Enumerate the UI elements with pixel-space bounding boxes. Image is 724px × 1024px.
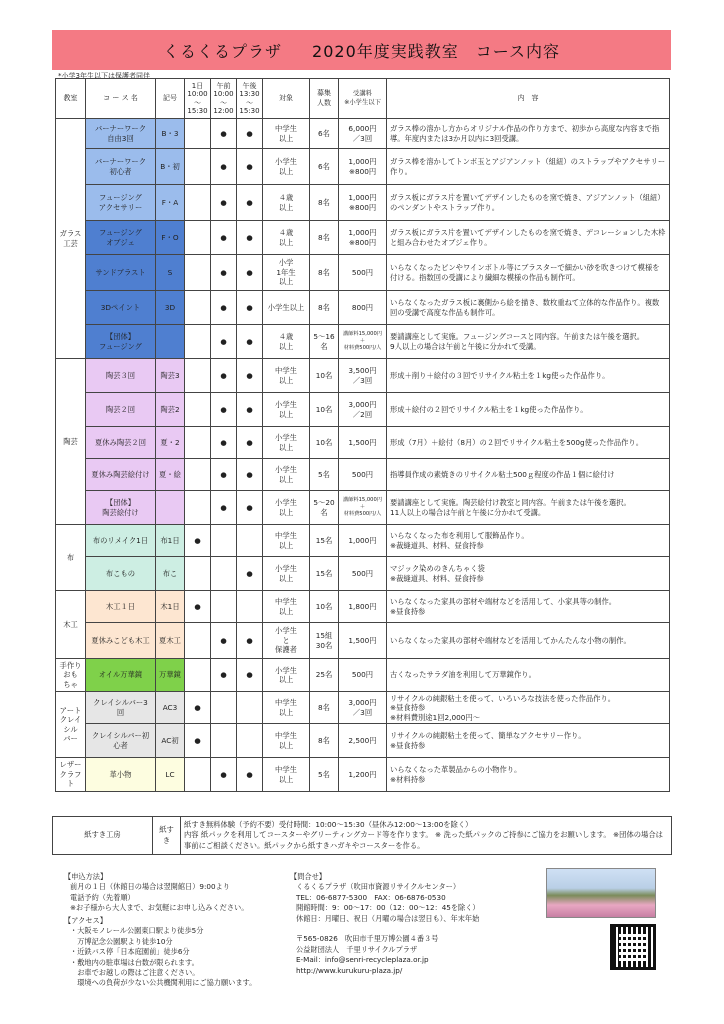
slot-fullday (185, 758, 211, 791)
slot-fullday (185, 325, 211, 359)
category-cell: 陶芸 (56, 359, 86, 525)
course-fee: 500円 (339, 557, 387, 591)
course-content: 形成＋削り＋絵付の３回でリサイクル粘土を１kg使った作品作り。 (387, 359, 670, 393)
slot-morning (211, 692, 237, 724)
category-cell: アート クレイ シル バー (56, 692, 86, 758)
course-capacity: 8名 (310, 692, 339, 724)
course-table (55, 78, 670, 792)
course-fee: 3,000円 ／3回 (339, 692, 387, 724)
course-fee: 1,000円 (339, 525, 387, 557)
slot-afternoon: ● (237, 185, 263, 221)
course-name: 夏休み陶芸絵付け (86, 459, 156, 491)
course-fee: 6,000円 ／3回 (339, 119, 387, 149)
table-row (56, 291, 670, 325)
course-content: 指導員作成の素焼きのリサイクル粘土500ｇ程度の作品１個に絵付け (387, 459, 670, 491)
info-line: TEL：06-6877-5300 FAX：06-6876-0530 (296, 892, 446, 902)
paper-code: 紙すき (153, 817, 181, 855)
header-slot-fullday: 1日 10:00 ～ 15:30 (185, 79, 211, 119)
slot-morning: ● (211, 659, 237, 692)
category-cell: 布 (56, 525, 86, 591)
course-name: 革小物 (86, 758, 156, 791)
category-cell: 木工 (56, 591, 86, 659)
contact-title: 【問合せ】 (290, 872, 326, 881)
category-cell: ガラス 工芸 (56, 119, 86, 359)
table-row (56, 185, 670, 221)
course-target: 中学生 以上 (263, 119, 310, 149)
course-capacity: 8名 (310, 185, 339, 221)
page-title: 2020年度実践教室 コース内容 (312, 41, 560, 61)
course-code: 万華鏡 (156, 659, 185, 692)
course-capacity: 6名 (310, 119, 339, 149)
course-target: 小学生 以上 (263, 659, 310, 692)
course-name: 布のリメイク1日 (86, 525, 156, 557)
course-target: 小学 1年生 以上 (263, 255, 310, 291)
header-course: コ ー ス 名 (86, 79, 156, 119)
table-row (56, 325, 670, 359)
slot-fullday (185, 659, 211, 692)
info-line: 前月の１日（休館日の場合は翌開館日）9:00より (70, 882, 230, 892)
info-line: 環境への負荷が少ない公共機関利用にご協力願います。 (70, 978, 257, 988)
slot-afternoon (237, 724, 263, 758)
slot-morning (211, 591, 237, 623)
course-fee: 1,500円 (339, 623, 387, 659)
course-target: 中学生 以上 (263, 525, 310, 557)
course-target: 小学生 以上 (263, 491, 310, 525)
info-line: 公益財団法人 千里リサイクルプラザ (296, 944, 418, 954)
paper-making-row (53, 817, 672, 855)
slot-morning: ● (211, 459, 237, 491)
course-code: F・A (156, 185, 185, 221)
table-row (56, 591, 670, 623)
slot-fullday (185, 221, 211, 255)
course-content: リサイクルの純銀粘土を使って、簡単なアクセサリー作り。 ※昼食持参 (387, 724, 670, 758)
course-target: ４歳 以上 (263, 325, 310, 359)
table-row (56, 659, 670, 692)
course-name: 【団体】 フュージング (86, 325, 156, 359)
course-code: 布こ (156, 557, 185, 591)
slot-morning (211, 557, 237, 591)
table-row (56, 359, 670, 393)
course-capacity: 5名 (310, 459, 339, 491)
course-target: 中学生 以上 (263, 724, 310, 758)
course-target: 小学生 以上 (263, 393, 310, 427)
info-line: http://www.kurukuru-plaza.jp/ (296, 965, 403, 975)
info-line: ・大阪モノレール公園東口駅より徒歩5分 (70, 926, 204, 936)
course-content: いらなくなった布を利用して服飾品作り。 ※裁縫道具、材料、昼食持参 (387, 525, 670, 557)
course-code: 夏・2 (156, 427, 185, 459)
slot-afternoon: ● (237, 557, 263, 591)
info-line: くるくるプラザ（吹田市資源リサイクルセンター） (296, 882, 461, 892)
course-content: いらなくなったガラス板に裏側から絵を描き、数枚重ねて立体的な作品作り。複数回の受講で高度な作品も制作可。 (387, 291, 670, 325)
course-fee: 3,500円 ／3回 (339, 359, 387, 393)
course-code: B・3 (156, 119, 185, 149)
course-capacity: 10名 (310, 591, 339, 623)
paper-content: 紙すき無料体験（予約不要）受付時間：10:00～15:30（昼休み12:00～13:00を除く） 内容 紙パックを利用してコースターやグリーティングカード等を作ります。 ※ 洗った紙パックのご持参にご協力をお願いします。 ※団体の場合は事前にご相談ください。紙パックから紙すきハガキやコースターを作る。 (181, 817, 672, 855)
course-fee: 800円 (339, 291, 387, 325)
header-content: 内 容 (387, 79, 670, 119)
access-title: 【アクセス】 (64, 915, 107, 925)
slot-fullday: ● (185, 591, 211, 623)
table-row (56, 119, 670, 149)
slot-afternoon: ● (237, 758, 263, 791)
slot-morning: ● (211, 149, 237, 185)
header-capacity: 募集 人数 (310, 79, 339, 119)
slot-morning: ● (211, 427, 237, 459)
course-name: 陶芸２回 (86, 393, 156, 427)
slot-fullday (185, 119, 211, 149)
slot-morning: ● (211, 623, 237, 659)
header-category: 教室 (56, 79, 86, 119)
slot-fullday (185, 185, 211, 221)
course-code: 夏木工 (156, 623, 185, 659)
paper-making-table (52, 816, 672, 855)
building-photo (546, 868, 656, 918)
course-target: 小学生以上 (263, 291, 310, 325)
header-fee: 受講料 ※小学生以下 (339, 79, 387, 119)
slot-morning: ● (211, 185, 237, 221)
course-fee: 3,000円 ／2回 (339, 393, 387, 427)
age-note: *小学3年生以下は保護者同伴 (58, 72, 150, 80)
info-line: 電話予約（先着順） (70, 892, 135, 902)
course-capacity: 8名 (310, 291, 339, 325)
course-fee: 1,200円 (339, 758, 387, 791)
table-row (56, 525, 670, 557)
slot-afternoon: ● (237, 359, 263, 393)
course-code: F・O (156, 221, 185, 255)
header-slot-morning: 午前 10:00 ～ 12:00 (211, 79, 237, 119)
course-fee: 1,000円 ※800円 (339, 149, 387, 185)
course-name: バーナーワーク 初心者 (86, 149, 156, 185)
course-name: 夏休み陶芸２回 (86, 427, 156, 459)
slot-fullday (185, 427, 211, 459)
title-banner (52, 30, 671, 70)
access-lines (64, 926, 284, 989)
slot-fullday (185, 491, 211, 525)
contact-info (290, 872, 540, 976)
table-row (56, 393, 670, 427)
course-name: フュージング オブジェ (86, 221, 156, 255)
apply-title: 【申込方法】 (64, 872, 108, 881)
course-content: ガラス棒の溶かし方からオリジナル作品の作り方まで、初歩から高度な内容まで指導。年度内または3か月以内に3回受講。 (387, 119, 670, 149)
course-capacity: 8名 (310, 221, 339, 255)
course-content: いらなくなった家具の部材や端材などを活用して、小家具等の制作。 ※昼食持参 (387, 591, 670, 623)
course-target: 中学生 以上 (263, 692, 310, 724)
course-name: フュージング アクセサリー (86, 185, 156, 221)
table-row (56, 557, 670, 591)
course-capacity: 25名 (310, 659, 339, 692)
table-row (56, 758, 670, 791)
course-fee: 1,500円 (339, 427, 387, 459)
course-capacity: 15名 (310, 525, 339, 557)
course-capacity: 10名 (310, 393, 339, 427)
table-row (56, 623, 670, 659)
course-fee: 1,000円 ※800円 (339, 221, 387, 255)
course-content: 古くなったサラダ油を利用して万華鏡作り。 (387, 659, 670, 692)
slot-morning: ● (211, 359, 237, 393)
course-name: オイル万華鏡 (86, 659, 156, 692)
course-fee: 500円 (339, 459, 387, 491)
slot-fullday (185, 359, 211, 393)
course-capacity: 15名 (310, 557, 339, 591)
course-name: 3Dペイント (86, 291, 156, 325)
apply-lines (64, 882, 284, 913)
course-fee: 500円 (339, 255, 387, 291)
slot-morning: ● (211, 325, 237, 359)
course-name: 木工１日 (86, 591, 156, 623)
course-code: 木1日 (156, 591, 185, 623)
info-line: ※お子様から大人まで、お気軽にお申し込みください。 (70, 903, 249, 913)
course-capacity: 5～16名 (310, 325, 339, 359)
table-row (56, 255, 670, 291)
course-code: 陶芸3 (156, 359, 185, 393)
course-target: 中学生 以上 (263, 591, 310, 623)
course-code: 陶芸2 (156, 393, 185, 427)
paper-label: 紙すき工房 (53, 817, 153, 855)
course-name: サンドブラスト (86, 255, 156, 291)
course-fee: 1,800円 (339, 591, 387, 623)
header-code: 記号 (156, 79, 185, 119)
table-row (56, 149, 670, 185)
slot-afternoon: ● (237, 119, 263, 149)
info-line: 万博記念公園駅より徒歩10分 (70, 936, 173, 946)
course-name: バーナーワーク 自由3回 (86, 119, 156, 149)
table-row (56, 692, 670, 724)
course-name: 【団体】 陶芸絵付け (86, 491, 156, 525)
course-content: 形成（7月）＋絵付（8月）の２回でリサイクル粘土を500g使った作品作り。 (387, 427, 670, 459)
course-capacity: 5～20名 (310, 491, 339, 525)
course-content: ガラス板にガラス片を置いてデザインしたものを窯で焼き、アジアンノット（組紐）のペンダントやストラップ作り。 (387, 185, 670, 221)
slot-afternoon: ● (237, 459, 263, 491)
table-row (56, 221, 670, 255)
slot-afternoon: ● (237, 659, 263, 692)
slot-morning: ● (211, 393, 237, 427)
course-body (56, 119, 670, 792)
brand-name: くるくるプラザ (163, 41, 283, 61)
course-fee: 1,000円 ※800円 (339, 185, 387, 221)
slot-afternoon (237, 525, 263, 557)
course-capacity: 5名 (310, 758, 339, 791)
course-fee: 講師料15,000円 ＋ 材料費500円/人 (339, 491, 387, 525)
slot-morning: ● (211, 119, 237, 149)
course-content: いらなくなった家具の部材や端材などを活用してかんたんな小物の制作。 (387, 623, 670, 659)
slot-afternoon: ● (237, 221, 263, 255)
course-content: ガラス棒を溶かしてトンボ玉とアジアンノット（組紐）のストラップやアクセサリー作り。 (387, 149, 670, 185)
info-line (296, 924, 540, 934)
course-code: B・初 (156, 149, 185, 185)
course-code (156, 491, 185, 525)
course-capacity: 8名 (310, 255, 339, 291)
course-capacity: 10名 (310, 427, 339, 459)
slot-afternoon: ● (237, 291, 263, 325)
info-line: 休館日：月曜日、祝日（月曜の場合は翌日も）、年末年始 (296, 913, 480, 923)
course-capacity: 10名 (310, 359, 339, 393)
course-target: 小学生 以上 (263, 557, 310, 591)
slot-fullday (185, 291, 211, 325)
course-target: 中学生 以上 (263, 359, 310, 393)
course-name: クレイシルバー3 回 (86, 692, 156, 724)
header-slot-afternoon: 午後 13:30 ～ 15:30 (237, 79, 263, 119)
course-content: いらなくなったビンやワインボトル等にブラスターで細かい砂を吹きつけて模様を付ける。指数回の受講により繊細な模様の作品も制作可。 (387, 255, 670, 291)
course-fee: 2,500円 (339, 724, 387, 758)
course-content: 要請講座として実施。フュージングコースと同内容。午前または午後を選択。 9人以上の場合は午前と午後に分かれて受講。 (387, 325, 670, 359)
slot-fullday (185, 459, 211, 491)
info-line: E-Mail：info@senri-recycleplaza.or.jp (296, 955, 429, 965)
course-name: クレイシルバー初 心者 (86, 724, 156, 758)
course-code: 布1日 (156, 525, 185, 557)
course-code: 3D (156, 291, 185, 325)
slot-afternoon: ● (237, 623, 263, 659)
slot-fullday (185, 623, 211, 659)
course-capacity: 6名 (310, 149, 339, 185)
slot-fullday (185, 557, 211, 591)
slot-fullday: ● (185, 692, 211, 724)
apply-access-info (64, 872, 284, 989)
course-code: 夏・絵 (156, 459, 185, 491)
course-code: AC3 (156, 692, 185, 724)
course-code: LC (156, 758, 185, 791)
info-line: 開館時間：9：00～17：00（12：00～12：45を除く） (296, 903, 480, 913)
slot-fullday (185, 255, 211, 291)
slot-morning (211, 525, 237, 557)
slot-morning: ● (211, 291, 237, 325)
contact-lines (290, 882, 540, 976)
course-target: 小学生 以上 (263, 427, 310, 459)
slot-fullday: ● (185, 724, 211, 758)
slot-morning (211, 724, 237, 758)
slot-afternoon: ● (237, 393, 263, 427)
slot-afternoon (237, 591, 263, 623)
course-target: 中学生 以上 (263, 758, 310, 791)
course-content: マジック染めのきんちゃく袋 ※裁縫道具、材料、昼食持参 (387, 557, 670, 591)
course-target: ４歳 以上 (263, 221, 310, 255)
course-content: ガラス板にガラス片を置いてデザインしたものを窯で焼き、デコレーションした木枠と組み合わせたオブジェ作り。 (387, 221, 670, 255)
course-name: 夏休みこども木工 (86, 623, 156, 659)
info-line: ・近鉄バス停「日本庭園前」徒歩6分 (70, 947, 190, 957)
course-target: ４歳 以上 (263, 185, 310, 221)
course-content: 要請講座として実施。陶芸絵付け教室と同内容。午前または午後を選択。 11人以上の場合は午前と午後に分かれて受講。 (387, 491, 670, 525)
course-content: いらなくなった革製品からの小物作り。 ※材料持参 (387, 758, 670, 791)
course-capacity: 15組 30名 (310, 623, 339, 659)
course-fee: 講師料15,000円 ＋ 材料費500円/人 (339, 325, 387, 359)
qr-code (610, 924, 656, 970)
slot-morning: ● (211, 255, 237, 291)
table-row (56, 427, 670, 459)
course-target: 小学生 以上 (263, 149, 310, 185)
table-row (56, 459, 670, 491)
slot-morning: ● (211, 758, 237, 791)
slot-fullday (185, 393, 211, 427)
info-line: お車でお越しの際はご注意ください。 (70, 967, 200, 977)
slot-morning: ● (211, 221, 237, 255)
course-code: S (156, 255, 185, 291)
slot-afternoon: ● (237, 255, 263, 291)
slot-fullday: ● (185, 525, 211, 557)
category-cell: 手作り おも ちゃ (56, 659, 86, 692)
course-fee: 500円 (339, 659, 387, 692)
slot-fullday (185, 149, 211, 185)
course-code: AC初 (156, 724, 185, 758)
table-row (56, 724, 670, 758)
course-name: 陶芸３回 (86, 359, 156, 393)
slot-afternoon (237, 692, 263, 724)
slot-afternoon: ● (237, 325, 263, 359)
category-cell: レザー クラフ ト (56, 758, 86, 791)
info-line: ・敷地内の駐車場は台数が限られます。 (70, 957, 199, 967)
slot-afternoon: ● (237, 491, 263, 525)
course-content: リサイクルの純銀粘土を使って、いろいろな技法を使った作品作り。 ※昼食持参 ※材料費別途1回2,000円～ (387, 692, 670, 724)
slot-afternoon: ● (237, 427, 263, 459)
slot-afternoon: ● (237, 149, 263, 185)
course-code (156, 325, 185, 359)
course-target: 小学生 以上 (263, 459, 310, 491)
course-content: 形成＋絵付の２回でリサイクル粘土を１kg使った作品作り。 (387, 393, 670, 427)
course-name: 布こもの (86, 557, 156, 591)
info-line: 〒565-0826 吹田市千里万博公園４番３号 (296, 934, 439, 944)
header-target: 対象 (263, 79, 310, 119)
slot-morning: ● (211, 491, 237, 525)
table-header (56, 79, 670, 119)
table-row (56, 491, 670, 525)
course-target: 小学生 と 保護者 (263, 623, 310, 659)
course-capacity: 8名 (310, 724, 339, 758)
